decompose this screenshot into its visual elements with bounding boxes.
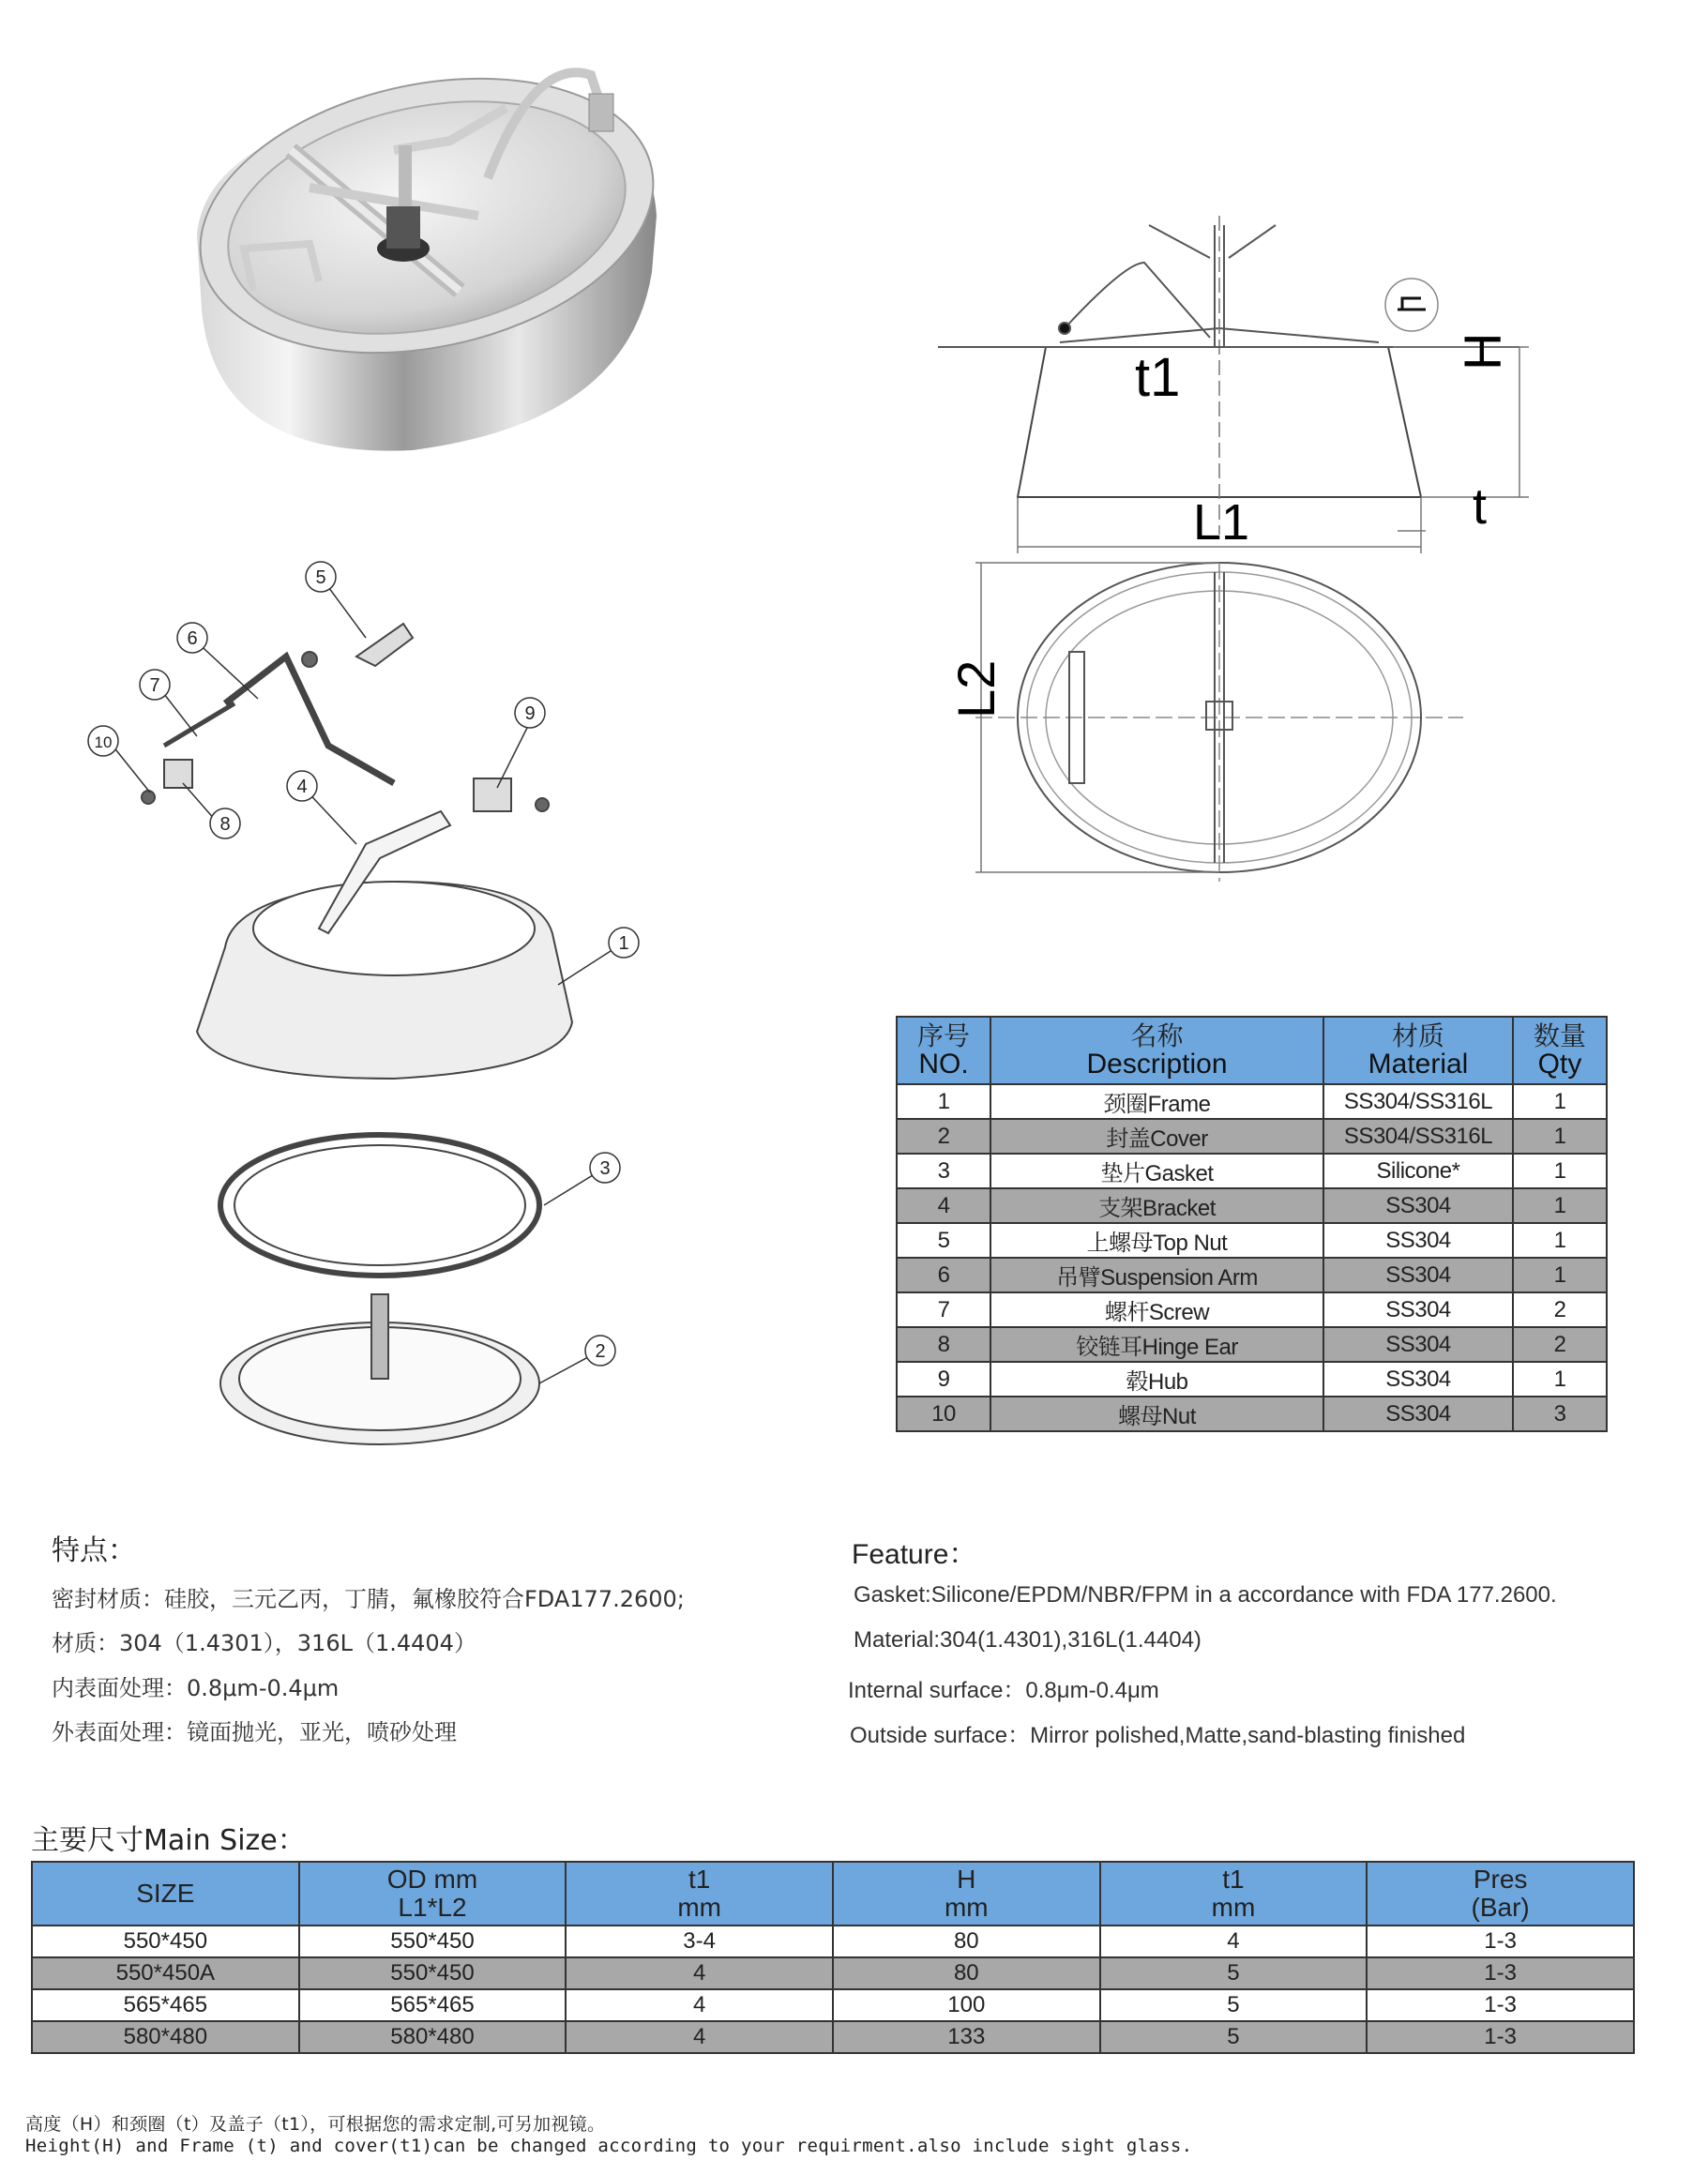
header-t1b: t1 mm: [1100, 1862, 1368, 1926]
cell: 133: [833, 2021, 1100, 2053]
table-row: [897, 1258, 1607, 1292]
table-row: [897, 1188, 1607, 1223]
header-no: 序号 NO.: [897, 1017, 990, 1084]
dim-t1: t1: [1135, 347, 1181, 408]
cell-material: SS304: [1323, 1292, 1513, 1327]
cell-no: 8: [897, 1327, 990, 1362]
callout-3: 3: [599, 1158, 611, 1179]
cell: 550*450: [299, 1926, 567, 1957]
cell-desc: 螺母Nut: [990, 1397, 1323, 1431]
callout-2: 2: [595, 1341, 606, 1362]
cell-material: SS304/SS316L: [1323, 1084, 1513, 1119]
cell-qty: 1: [1513, 1362, 1607, 1397]
exploded-view: [75, 544, 675, 1463]
cell: 4: [566, 2021, 833, 2053]
cell-desc: 垫片Gasket: [990, 1154, 1323, 1188]
callout-10: 10: [94, 733, 113, 751]
table-row: [32, 1926, 1634, 1957]
features-cn-line: 内表面处理：0.8μm-0.4μm: [52, 1675, 340, 1701]
size-table: [31, 1861, 1635, 2054]
header-description: 名称 Description: [990, 1017, 1323, 1084]
cell-qty: 1: [1513, 1258, 1607, 1292]
product-photo: [178, 56, 685, 469]
features-cn-line: 材质：304（1.4301），316L（1.4404）: [52, 1630, 476, 1656]
cell-no: 10: [897, 1397, 990, 1431]
features-en-line: Internal surface：0.8μm-0.4μm: [848, 1678, 1159, 1703]
features-cn-line: 密封材质：硅胶，三元乙丙，丁腈，氟橡胶符合FDA177.2600;: [52, 1586, 685, 1612]
table-row: [32, 1957, 1634, 1989]
cell-material: Silicone*: [1323, 1154, 1513, 1188]
technical-drawing: [938, 188, 1557, 919]
callout-4: 4: [296, 777, 308, 797]
cell-material: SS304: [1323, 1327, 1513, 1362]
cell-qty: 3: [1513, 1397, 1607, 1431]
dim-L1: L1: [1193, 494, 1250, 551]
callout-9: 9: [524, 703, 536, 724]
cell-no: 5: [897, 1223, 990, 1258]
parts-table: [896, 1016, 1608, 1432]
cell-desc: 铰链耳Hinge Ear: [990, 1327, 1323, 1362]
features-cn-title: 特点：: [52, 1534, 136, 1567]
cell-material: SS304: [1323, 1188, 1513, 1223]
cell: 550*450: [299, 1957, 567, 1989]
header-size: SIZE: [32, 1862, 299, 1926]
table-row: [897, 1397, 1607, 1431]
cell-no: 7: [897, 1292, 990, 1327]
header-od: OD mm L1*L2: [299, 1862, 567, 1926]
cell-qty: 2: [1513, 1292, 1607, 1327]
table-row: [32, 2021, 1634, 2053]
cell-desc: 封盖Cover: [990, 1119, 1323, 1154]
cell-qty: 1: [1513, 1084, 1607, 1119]
cell-qty: 1: [1513, 1119, 1607, 1154]
cell: 80: [833, 1926, 1100, 1957]
cell-material: SS304: [1323, 1397, 1513, 1431]
features-en-line: Material:304(1.4301),316L(1.4404): [854, 1627, 1202, 1653]
features-en-line: Outside surface：Mirror polished,Matte,sand-blasting finished: [850, 1723, 1466, 1748]
dim-H: H: [1453, 332, 1512, 370]
callout-6: 6: [187, 628, 198, 649]
cell: 3-4: [566, 1926, 833, 1957]
cell-no: 4: [897, 1188, 990, 1223]
cell-desc: 上螺母Top Nut: [990, 1223, 1323, 1258]
cell: 5: [1100, 1957, 1368, 1989]
cell: 1-3: [1367, 2021, 1634, 2053]
footnote-en: Height(H) and Frame (t) and cover(t1)can be changed according to your requirment.also include sight glass.: [25, 2136, 1193, 2156]
cell-no: 1: [897, 1084, 990, 1119]
cell-qty: 1: [1513, 1188, 1607, 1223]
cell: 5: [1100, 2021, 1368, 2053]
cell-desc: 颈圈Frame: [990, 1084, 1323, 1119]
callout-7: 7: [149, 675, 160, 696]
cell: 565*465: [32, 1989, 299, 2021]
cell: 565*465: [299, 1989, 567, 2021]
cell-no: 2: [897, 1119, 990, 1154]
dim-L2: L2: [946, 659, 1005, 718]
cell-no: 9: [897, 1362, 990, 1397]
cell: 580*480: [32, 2021, 299, 2053]
table-row: [897, 1154, 1607, 1188]
cell-no: 6: [897, 1258, 990, 1292]
header-t1: t1 mm: [566, 1862, 833, 1926]
cell: 100: [833, 1989, 1100, 2021]
cell: 580*480: [299, 2021, 567, 2053]
header-qty: 数量 Qty: [1513, 1017, 1607, 1084]
cell: 5: [1100, 1989, 1368, 2021]
header-pres: Pres (Bar): [1367, 1862, 1634, 1926]
cell: 550*450A: [32, 1957, 299, 1989]
table-row: [897, 1292, 1607, 1327]
table-row: [897, 1084, 1607, 1119]
cell-qty: 2: [1513, 1327, 1607, 1362]
cell: 1-3: [1367, 1989, 1634, 2021]
features-en-title: Feature：: [852, 1539, 977, 1570]
header-material: 材质 Material: [1323, 1017, 1513, 1084]
cell-qty: 1: [1513, 1154, 1607, 1188]
cell-material: SS304: [1323, 1258, 1513, 1292]
table-row: [897, 1119, 1607, 1154]
cell: 4: [566, 1989, 833, 2021]
cell-no: 3: [897, 1154, 990, 1188]
cell-qty: 1: [1513, 1223, 1607, 1258]
cell: 80: [833, 1957, 1100, 1989]
footnote-cn: 高度（H）和颈圈（t）及盖子（t1），可根据您的需求定制,可另加视镜。: [25, 2114, 606, 2135]
parts-table-header: [897, 1017, 1607, 1084]
cell-desc: 吊臂Suspension Arm: [990, 1258, 1323, 1292]
cell: 550*450: [32, 1926, 299, 1957]
table-row: [897, 1223, 1607, 1258]
size-table-header: [32, 1862, 1634, 1926]
table-row: [897, 1362, 1607, 1397]
cell-material: SS304: [1323, 1362, 1513, 1397]
size-table-title: 主要尺寸Main Size：: [31, 1824, 306, 1857]
features-en-line: Gasket:Silicone/EPDM/NBR/FPM in a accordance with FDA 177.2600.: [854, 1582, 1557, 1608]
header-h: H mm: [833, 1862, 1100, 1926]
cell-desc: 支架Bracket: [990, 1188, 1323, 1223]
callout-8: 8: [219, 814, 231, 835]
dim-t: t: [1473, 478, 1488, 535]
callout-5: 5: [315, 567, 326, 588]
callout-1: 1: [618, 933, 629, 954]
features-cn-line: 外表面处理：镜面抛光，亚光，喷砂处理: [52, 1719, 457, 1745]
cell-material: SS304/SS316L: [1323, 1119, 1513, 1154]
cell: 1-3: [1367, 1957, 1634, 1989]
cell: 4: [566, 1957, 833, 1989]
cell-desc: 螺杆Screw: [990, 1292, 1323, 1327]
cell-desc: 毂Hub: [990, 1362, 1323, 1397]
table-row: [32, 1989, 1634, 2021]
cell: 4: [1100, 1926, 1368, 1957]
cell-material: SS304: [1323, 1223, 1513, 1258]
cell: 1-3: [1367, 1926, 1634, 1957]
table-row: [897, 1327, 1607, 1362]
